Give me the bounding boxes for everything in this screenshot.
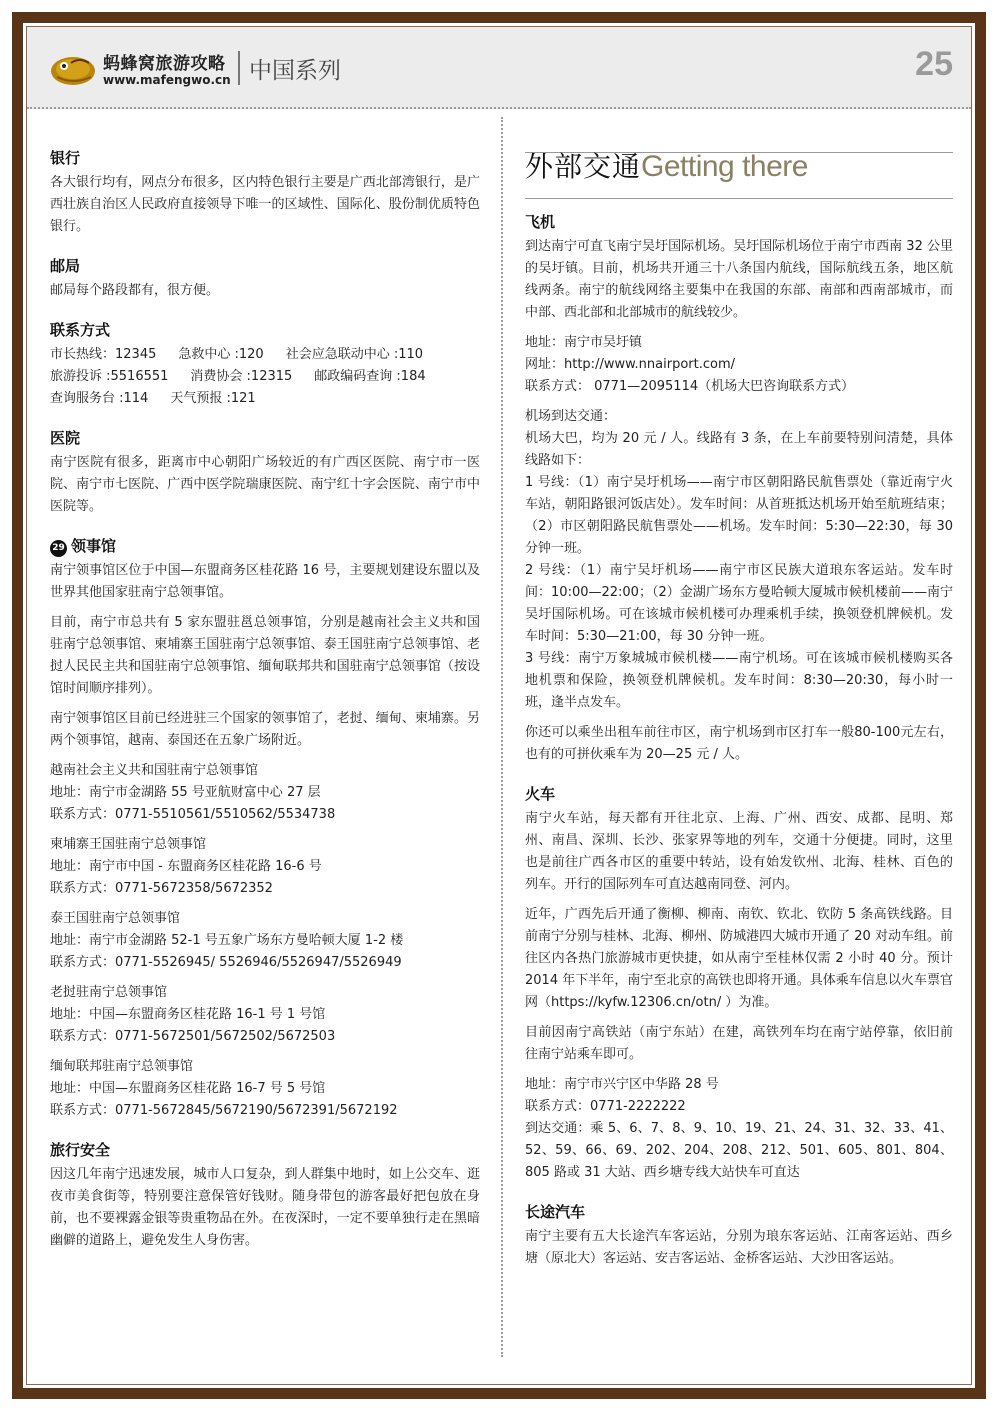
station-address: 地址：南宁市兴宁区中华路 28 号 xyxy=(525,1077,719,1092)
airport-website: 网址：http://www.nnairport.com/ xyxy=(525,357,735,372)
contact-item: 急救中心 :120 xyxy=(178,347,264,362)
contact-item: 天气预报 :121 xyxy=(170,391,256,406)
bank-text: 各大银行均有，网点分布很多，区内特色银行主要是广西北部湾银行，是广西壮族自治区人民政府直接领导下唯一的区域性、国际化、股份制优质特色银行。 xyxy=(50,175,480,234)
consulate-address: 地址：中国—东盟商务区桂花路 16-7 号 5 号馆 xyxy=(50,1081,326,1096)
hospital-title: 医院 xyxy=(50,429,81,447)
contact-item: 消费协会 :12315 xyxy=(190,369,293,384)
consulate-phone: 联系方式：0771-5672358/5672352 xyxy=(50,881,273,896)
section-heading-cn: 外部交通 xyxy=(525,150,642,183)
consulate-address: 地址：南宁市中国 - 东盟商务区桂花路 16-6 号 xyxy=(50,859,322,874)
train-p3: 目前因南宁高铁站（南宁东站）在建，高铁列车均在南宁站停靠，依旧前往南宁站乘车即可。 xyxy=(525,1025,953,1062)
plane-p3: 你还可以乘坐出租车前往市区，南宁机场到市区打车一般80-100元左右，也有的可拼伙乘车为 20—25 元 / 人。 xyxy=(525,725,953,762)
bank-title: 银行 xyxy=(50,149,81,167)
page-frame xyxy=(12,12,986,1399)
consulate-address: 地址：南宁市金湖路 52-1 号五象广场东方曼哈顿大厦 1-2 楼 xyxy=(50,933,404,948)
contact-item: 邮政编码查询 :184 xyxy=(314,369,426,384)
consulate-address: 地址：中国—东盟商务区桂花路 16-1 号 1 号馆 xyxy=(50,1007,326,1022)
consulate-entry xyxy=(50,982,480,1048)
contact-item: 旅游投诉 :5516551 xyxy=(50,369,169,384)
bus-line-1: 1 号线：（1）南宁吴圩机场——南宁市区朝阳路民航售票处（靠近南宁火车站，朝阳路银河饭店处）。发车时间：从首班抵达机场开始至航班结束；（2）市区朝阳路民航售票处——机场。发车时间：5:30—22:30，每 30 分钟一班。 xyxy=(525,475,953,556)
airport-info xyxy=(525,332,953,398)
contacts-row xyxy=(50,366,480,388)
left-column xyxy=(50,147,480,1260)
consulate-entry xyxy=(50,908,480,974)
safety-text: 因这几年南宁迅速发展，城市人口复杂，到人群集中地时，如上公交车、逛夜市美食街等，特别要注意保管好钱财。随身带包的游客最好把包放在身前，也不要裸露金银等贵重物品在外。在夜深时，一定不要单独行走在黑暗幽僻的道路上，避免发生人身伤害。 xyxy=(50,1167,480,1248)
airport-bus-intro: 机场大巴，均为 20 元 / 人。线路有 3 条，在上车前要特别问清楚，具体线路如下： xyxy=(525,431,953,468)
hospital-text: 南宁医院有很多，距离市中心朝阳广场较近的有广西区医院、南宁市一医院、南宁市七医院、广西中医学院瑞康医院、南宁红十字会医院、南宁市中医院等。 xyxy=(50,455,480,514)
coach-text: 南宁主要有五大长途汽车客运站，分别为琅东客运站、江南客运站、西乡塘（原北大）客运站、安吉客运站、金桥客运站、大沙田客运站。 xyxy=(525,1229,953,1266)
station-phone: 联系方式：0771-2222222 xyxy=(525,1099,686,1114)
plane-p1: 到达南宁可直飞南宁吴圩国际机场。吴圩国际机场位于南宁市西南 32 公里的吴圩镇。目前，机场共开通三十八条国内航线，国际航线五条，地区航线两条。南宁的航线网络主要集中在我国的东部、南部和西南部城市，而中部、西北部和北部城市的航线较少。 xyxy=(525,239,953,320)
mafengwo-logo-icon xyxy=(49,49,97,87)
safety-title: 旅行安全 xyxy=(50,1141,111,1159)
coach-title: 长途汽车 xyxy=(525,1203,586,1221)
train-p1: 南宁火车站，每天都有开往北京、上海、广州、西安、成都、昆明、郑州、南昌、深圳、长沙、张家界等地的列车，交通十分便捷。同时，这里也是前往广西各市区的重要中转站，设有始发钦州、北海、桂林、百色的列车。开行的国际列车可直达越南同登、河内。 xyxy=(525,811,953,892)
station-bus: 到达交通：乘 5、6、7、8、9、10、19、21、24、31、32、33、41、52、59、66、69、202、204、208、212、501、605、801、804、805 路或 31 大站、西乡塘专线大站快车可直达 xyxy=(525,1121,953,1180)
series-title: 中国系列 xyxy=(249,58,341,84)
plane-title: 飞机 xyxy=(525,213,556,231)
consulate-entry xyxy=(50,760,480,826)
logo-url: www.mafengwo.cn xyxy=(103,73,231,87)
consulate-phone: 联系方式：0771-5672501/5672502/5672503 xyxy=(50,1029,336,1044)
contact-item: 市长热线：12345 xyxy=(50,347,157,362)
consulate-p1: 南宁领事馆区位于中国—东盟商务区桂花路 16 号，主要规划建设东盟以及世界其他国家驻南宁总领事馆。 xyxy=(50,563,480,600)
consulate-p3: 南宁领事馆区目前已经进驻三个国家的领事馆了，老挝、缅甸、柬埔寨。另两个领事馆，越南、泰国还在五象广场附近。 xyxy=(50,711,480,748)
consulate-entry xyxy=(50,834,480,900)
airport-transport-head: 机场到达交通： xyxy=(525,409,617,424)
airport-address: 地址：南宁市吴圩镇 xyxy=(525,335,643,350)
consulate-name: 泰王国驻南宁总领事馆 xyxy=(50,911,181,926)
page-inner xyxy=(26,26,972,1385)
bus-line-3: 3 号线：南宁万象城城市候机楼——南宁机场。可在该城市候机楼购买各地机票和保险，换领登机牌候机。发车时间：8:30—20:30，每小时一班，逢半点发车。 xyxy=(525,651,953,710)
consulate-name: 越南社会主义共和国驻南宁总领事馆 xyxy=(50,763,259,778)
section-heading xyxy=(525,152,953,199)
consulate-name: 老挝驻南宁总领事馆 xyxy=(50,985,168,1000)
contact-item: 社会应急联动中心 :110 xyxy=(285,347,424,362)
page-number: 25 xyxy=(915,45,953,83)
page-header xyxy=(27,27,971,109)
airport-phone: 联系方式： 0771—2095114（机场大巴咨询联系方式） xyxy=(525,379,855,394)
consulate-phone: 联系方式：0771-5526945/ 5526946/5526947/5526949 xyxy=(50,955,402,970)
post-text: 邮局每个路段都有，很方便。 xyxy=(50,283,220,298)
consulate-phone: 联系方式：0771-5510561/5510562/5534738 xyxy=(50,807,336,822)
airport-transport xyxy=(525,406,953,714)
train-p2: 近年，广西先后开通了衡柳、柳南、南钦、钦北、钦防 5 条高铁线路。目前南宁分别与桂林、北海、柳州、防城港四大城市开通了 20 对动车组。前往区内各热门旅游城市更快捷，如从南宁至桂林仅需 2 小时 40 分。预计 2014 年下半年，南宁至北京的高铁也即将开通。具体乘车信息以火车票官网（https://kyfw.12306.cn/otn/ ）为准。 xyxy=(525,907,953,1010)
consulate-title: 领事馆 xyxy=(71,537,117,555)
contacts-block xyxy=(50,344,480,410)
contacts-row xyxy=(50,344,480,366)
bus-line-2: 2 号线：（1）南宁吴圩机场——南宁市区民族大道琅东客运站。发车时间：10:00—22:00；（2）金湖广场东方曼哈顿大厦城市候机楼前——南宁吴圩国际机场。可在该城市候机楼可办理乘机手续，换领登机牌候机。发车时间：5:30—21:00，每 30 分钟一班。 xyxy=(525,563,953,644)
right-column xyxy=(525,152,953,1278)
contacts-title: 联系方式 xyxy=(50,321,111,339)
contacts-row xyxy=(50,388,480,410)
consulate-name: 缅甸联邦驻南宁总领事馆 xyxy=(50,1059,194,1074)
header-separator xyxy=(238,51,240,85)
consulate-p2: 目前，南宁市总共有 5 家东盟驻邕总领事馆，分别是越南社会主义共和国驻南宁总领事馆、柬埔寨王国驻南宁总领事馆、泰王国驻南宁总领事馆、老挝人民民主共和国驻南宁总领事馆、缅甸联邦共和国驻南宁总领事馆（按设馆时间顺序排列）。 xyxy=(50,615,480,696)
station-info xyxy=(525,1074,953,1184)
consulate-phone: 联系方式：0771-5672845/5672190/5672391/5672192 xyxy=(50,1103,398,1118)
consulate-number-badge: 29 xyxy=(50,540,67,557)
section-heading-en: Getting there xyxy=(641,150,808,183)
consulate-address: 地址：南宁市金湖路 55 号亚航财富中心 27 层 xyxy=(50,785,321,800)
contact-item: 查询服务台 :114 xyxy=(50,391,149,406)
consulate-name: 柬埔寨王国驻南宁总领事馆 xyxy=(50,837,207,852)
logo-text: 蚂蜂窝旅游攻略 xyxy=(103,54,226,74)
post-title: 邮局 xyxy=(50,257,81,275)
column-divider xyxy=(501,117,503,1357)
train-title: 火车 xyxy=(525,785,556,803)
consulate-heading xyxy=(50,535,480,557)
consulate-entry xyxy=(50,1056,480,1122)
